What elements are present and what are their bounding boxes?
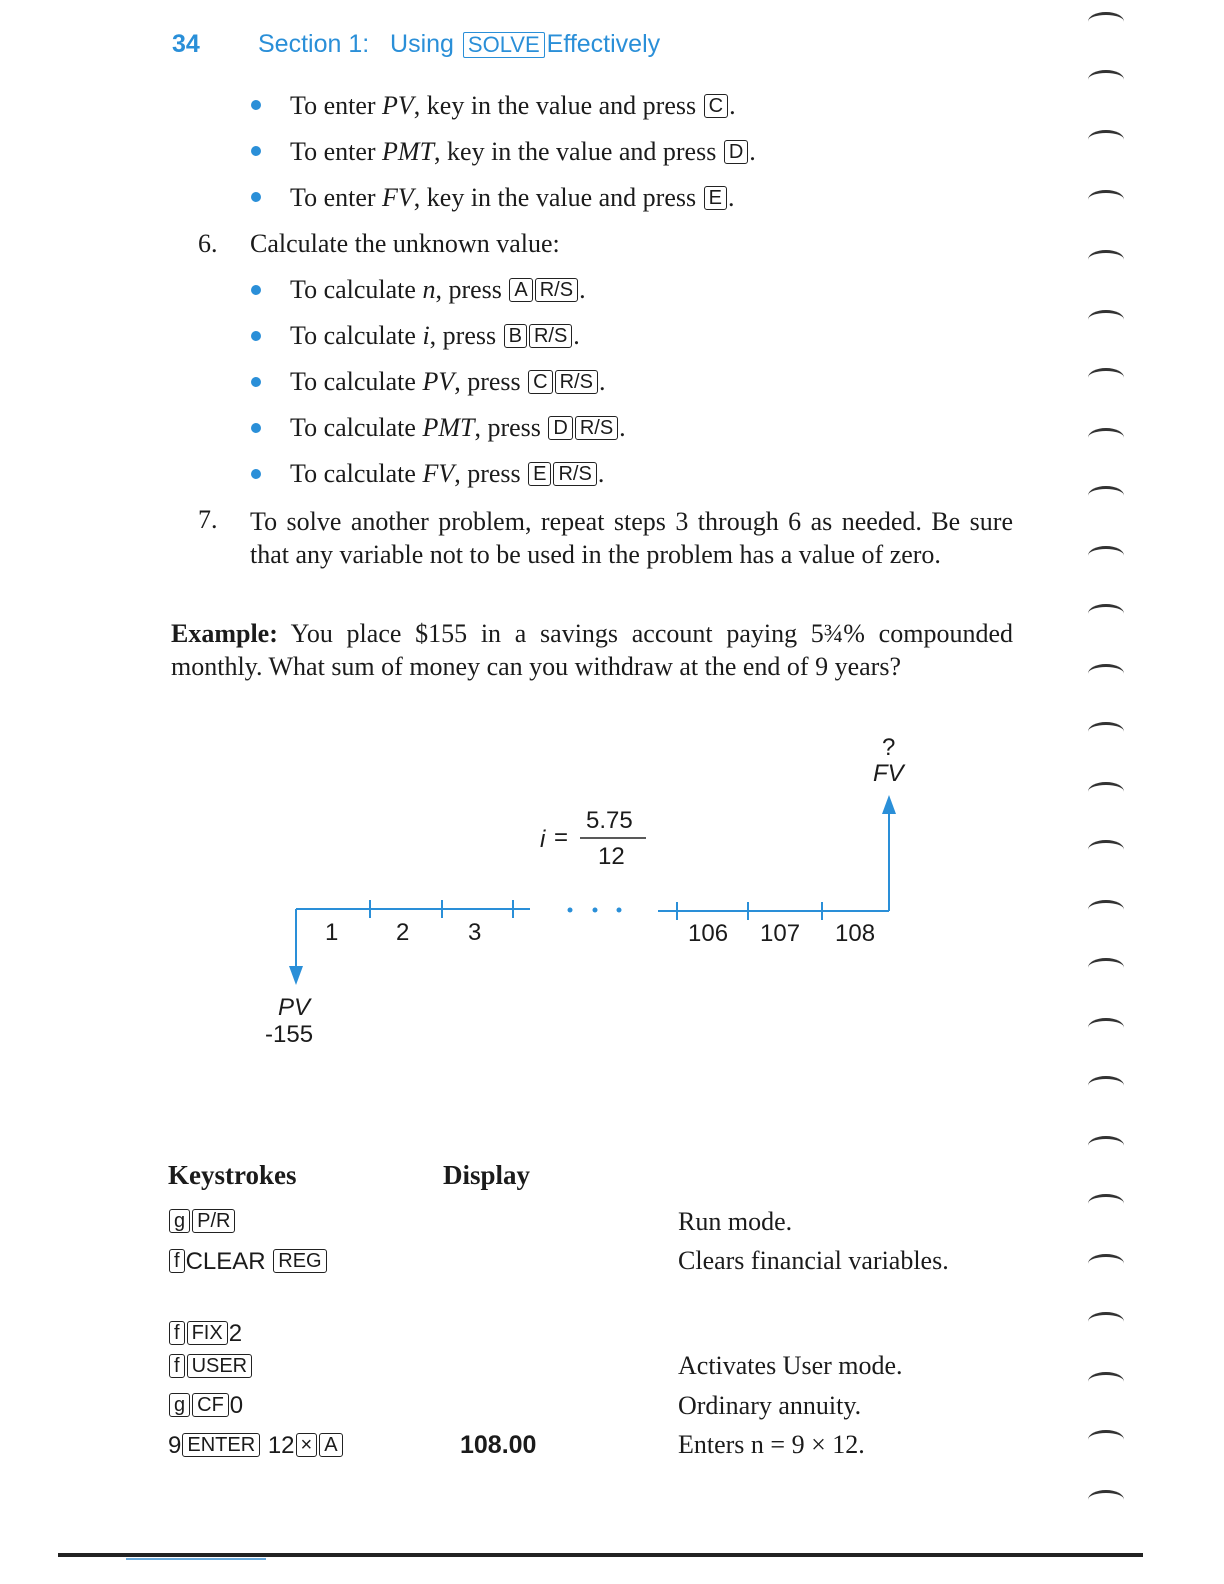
example-paragraph	[171, 617, 1013, 683]
bullet-icon	[251, 285, 261, 295]
line-text: , key in the value and press	[413, 91, 697, 120]
line-text: To calculate	[290, 275, 423, 304]
key-cap: USER	[187, 1354, 253, 1378]
key-cap: R/S	[529, 324, 572, 348]
binding-tab	[1088, 1076, 1124, 1095]
line-text: , key in the value and press	[434, 137, 717, 166]
keystroke-row	[168, 1208, 236, 1236]
calc-pmt-line: To calculate PMT, press D R/S .	[290, 413, 626, 442]
pv-value: -155	[265, 1021, 314, 1048]
variable: PV	[422, 367, 455, 396]
keystroke-row	[168, 1248, 328, 1276]
key-cap: P/R	[192, 1209, 235, 1233]
page-number: 34	[172, 30, 200, 58]
step-text: Calculate the unknown value:	[250, 229, 560, 258]
keystroke-row	[168, 1392, 243, 1420]
row-description: Run mode.	[678, 1207, 793, 1236]
key-cap: ENTER	[182, 1433, 260, 1457]
binding-tab	[1088, 1430, 1124, 1449]
line-text: , key in the value and press	[413, 183, 697, 212]
binding-tab	[1088, 604, 1124, 623]
page-bottom-accent	[126, 1558, 266, 1560]
key-cap: g	[169, 1209, 190, 1233]
example-text: You place $155 in a savings account paying 5¾% compounded monthly. What sum of money can you withdraw at the end of 9 years?	[171, 619, 1013, 681]
key-cap: D	[548, 416, 572, 440]
variable: i	[422, 321, 430, 350]
bullet-icon	[251, 423, 261, 433]
binding-tab	[1088, 368, 1124, 387]
variable: PV	[382, 91, 414, 120]
binding-tab	[1088, 546, 1124, 565]
line-text: , press	[474, 413, 541, 442]
binding-tab	[1088, 782, 1124, 801]
binding-tab	[1088, 250, 1124, 269]
ellipsis-dots	[568, 908, 622, 913]
key-cap: A	[509, 278, 532, 302]
row-description: Enters n = 9 × 12.	[678, 1430, 865, 1459]
step-number: 6.	[198, 229, 218, 258]
keystroke-row	[168, 1320, 242, 1348]
binding-tab	[1088, 1194, 1124, 1213]
calc-pv-line: To calculate PV, press C R/S .	[290, 367, 606, 396]
binding-tab	[1088, 310, 1124, 329]
period-label: 106	[688, 920, 729, 947]
variable: FV	[382, 183, 414, 212]
fv-value: ?	[882, 734, 896, 761]
display-heading: Display	[443, 1160, 531, 1190]
variable: FV	[422, 459, 455, 488]
line-text: , press	[429, 321, 497, 350]
i-equals: =	[554, 824, 569, 851]
keystroke-row	[168, 1353, 253, 1381]
pv-arrow-head	[289, 966, 303, 985]
solve-key: SOLVE	[463, 32, 545, 58]
key-cap: CF	[192, 1393, 229, 1417]
key-cap: A	[319, 1433, 342, 1457]
title-post: Effectively	[546, 30, 661, 58]
title-pre: Using	[390, 30, 454, 58]
binding-tab	[1088, 1372, 1124, 1391]
example-label: Example:	[171, 619, 278, 648]
binding-tab	[1088, 1490, 1124, 1509]
binding-tab	[1088, 900, 1124, 919]
key-cap: D	[724, 140, 748, 164]
period-label: 1	[325, 919, 339, 946]
page-bottom-edge	[58, 1553, 1143, 1557]
fv-arrow-head	[882, 795, 896, 814]
line-text: To enter	[290, 183, 383, 212]
line-text: To calculate	[290, 321, 423, 350]
enter-pv-line: To enter PV, key in the value and press C .	[290, 91, 736, 120]
keystroke-row	[168, 1432, 344, 1460]
calc-n-line: To calculate n, press A R/S .	[290, 275, 586, 304]
line-text: To calculate	[290, 367, 423, 396]
binding-tab	[1088, 428, 1124, 447]
key-text: CLEAR	[185, 1248, 266, 1275]
calc-fv-line: To calculate FV, press E R/S .	[290, 459, 605, 488]
binding-tab	[1088, 486, 1124, 505]
key-cap: C	[704, 94, 728, 118]
i-denominator: 12	[598, 843, 625, 870]
key-cap: REG	[273, 1249, 326, 1273]
line-text: To calculate	[290, 413, 423, 442]
row-description: Activates User mode.	[678, 1351, 903, 1380]
enter-fv-line: To enter FV, key in the value and press E .	[290, 183, 735, 212]
bullet-icon	[251, 469, 261, 479]
display-value: 108.00	[460, 1431, 537, 1459]
binding-tab	[1088, 1018, 1124, 1037]
bullet-icon	[251, 192, 261, 202]
enter-pmt-line: To enter PMT, key in the value and press D .	[290, 137, 756, 166]
key-text: 0	[229, 1392, 244, 1419]
period-label: 3	[468, 919, 482, 946]
key-text: 9	[168, 1432, 182, 1459]
step-text: To solve another problem, repeat steps 3 through 6 as needed. Be sure that any variable not to be used in the problem has a value of zero.	[250, 507, 1013, 569]
binding-tab	[1088, 1136, 1124, 1155]
key-cap: E	[528, 462, 551, 486]
variable: PMT	[382, 137, 435, 166]
period-label: 107	[760, 920, 801, 947]
key-cap: g	[169, 1393, 190, 1417]
variable: n	[422, 275, 436, 304]
key-cap: B	[504, 324, 527, 348]
period-label: 2	[396, 919, 410, 946]
i-label: i	[540, 826, 546, 853]
key-cap: f	[169, 1354, 185, 1378]
variable: PMT	[422, 413, 475, 442]
binding-tab	[1088, 70, 1124, 89]
line-text: To calculate	[290, 459, 423, 488]
line-text: , press	[435, 275, 502, 304]
binding-tab	[1088, 190, 1124, 209]
step-number: 7.	[198, 505, 218, 534]
key-cap: f	[169, 1321, 185, 1345]
pv-label: PV	[278, 994, 311, 1021]
binding-tabs	[1080, 0, 1140, 1584]
line-text: To enter	[290, 137, 383, 166]
key-cap: FIX	[187, 1321, 228, 1345]
key-text: 2	[228, 1320, 243, 1347]
binding-tab	[1088, 12, 1124, 31]
binding-tab	[1088, 1254, 1124, 1273]
key-cap: R/S	[575, 416, 618, 440]
binding-tab	[1088, 1312, 1124, 1331]
key-cap: R/S	[555, 370, 598, 394]
keystrokes-heading: Keystrokes	[168, 1160, 297, 1190]
row-description: Clears financial variables.	[678, 1246, 949, 1275]
binding-tab	[1088, 722, 1124, 741]
bullet-icon	[251, 377, 261, 387]
section-title	[258, 30, 660, 59]
key-cap: C	[528, 370, 552, 394]
period-label: 108	[835, 920, 876, 947]
section-label: Section 1:	[258, 30, 370, 58]
calc-i-line: To calculate i, press B R/S .	[290, 321, 580, 350]
key-cap: f	[169, 1249, 185, 1273]
key-cap: R/S	[553, 462, 596, 486]
binding-tab	[1088, 664, 1124, 683]
key-text: 12	[267, 1432, 295, 1459]
binding-tab	[1088, 130, 1124, 149]
bullet-icon	[251, 100, 261, 110]
bullet-icon	[251, 146, 261, 156]
line-text: To enter	[290, 91, 383, 120]
i-numerator: 5.75	[586, 807, 633, 834]
fv-label: FV	[873, 760, 904, 787]
binding-tab	[1088, 840, 1124, 859]
row-description: Ordinary annuity.	[678, 1391, 862, 1420]
line-text: , press	[454, 459, 521, 488]
binding-tab	[1088, 958, 1124, 977]
key-cap: R/S	[535, 278, 578, 302]
key-cap: E	[704, 186, 727, 210]
key-cap: ×	[296, 1433, 318, 1457]
line-text: , press	[454, 367, 521, 396]
bullet-icon	[251, 331, 261, 341]
